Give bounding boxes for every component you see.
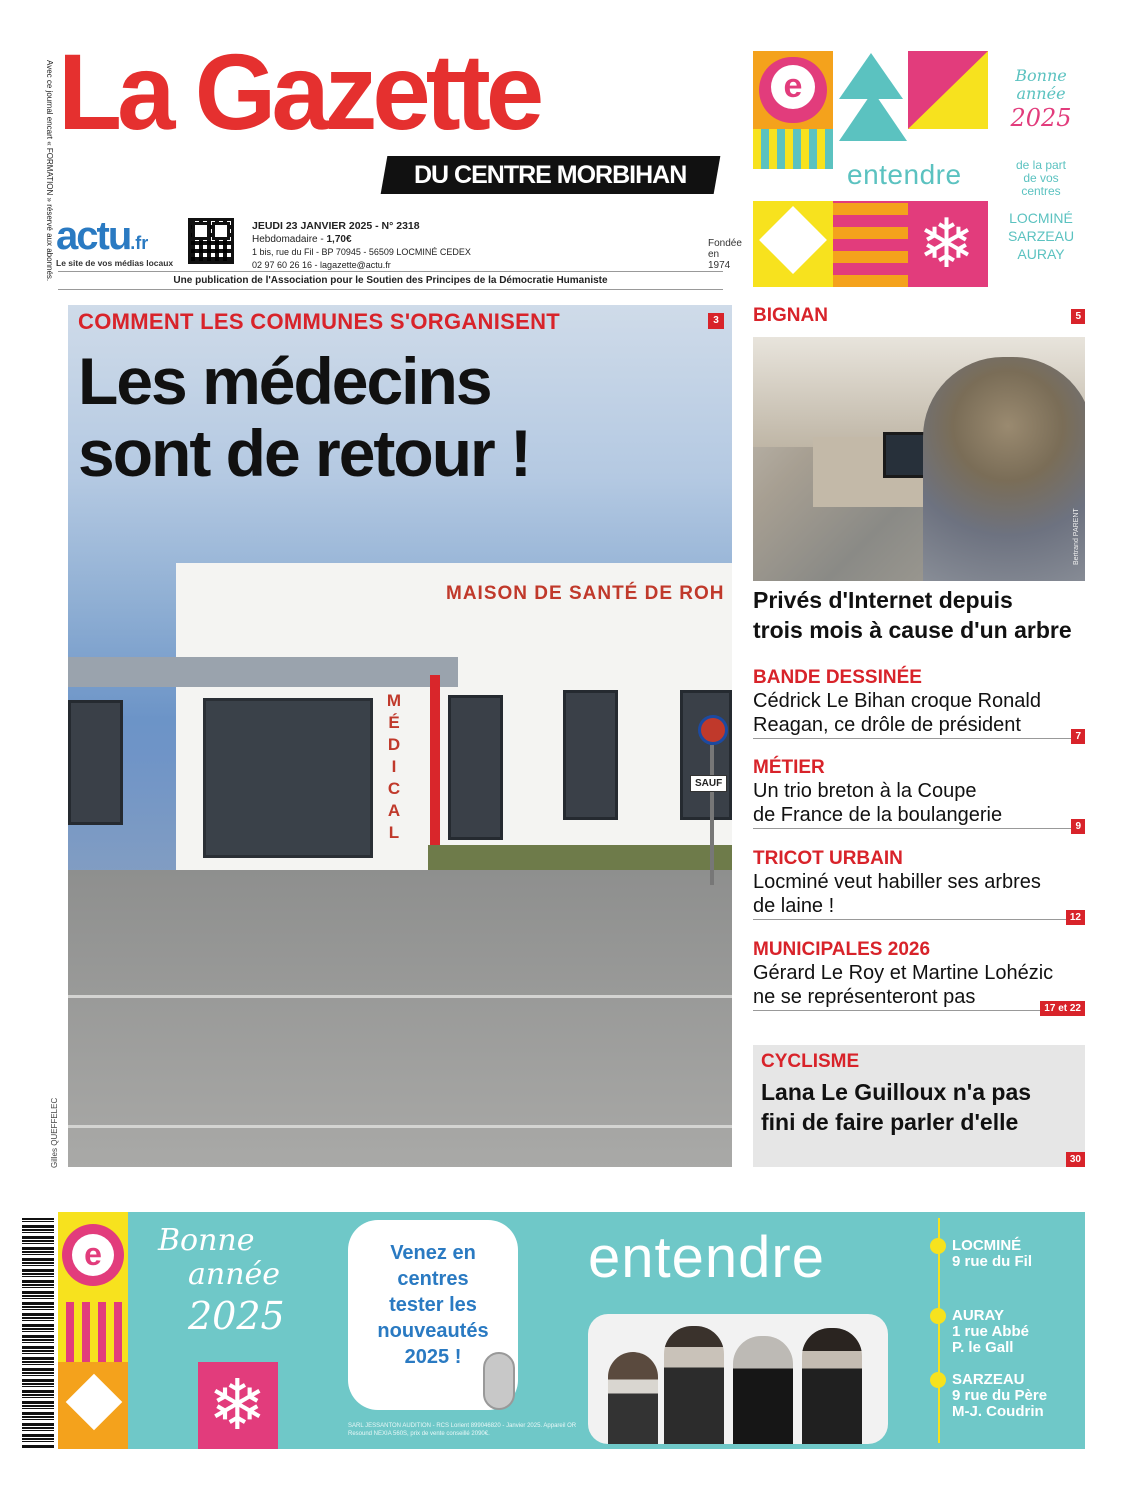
newspaper-title: La Gazette: [58, 31, 540, 152]
brand-logo-icon: e: [72, 1234, 114, 1276]
ad-from: de la part de vos centres: [1015, 158, 1067, 198]
bignan-photo: [753, 337, 1085, 581]
ad-greeting: Bonne année 2025: [1010, 66, 1072, 132]
issue-contact: 02 97 60 26 16 - lagazette@actu.fr: [252, 260, 391, 270]
location-item[interactable]: SARZEAU 9 rue du Père M-J. Coudrin: [930, 1372, 1080, 1420]
newspaper-subtitle: DU CENTRE MORBIHAN: [381, 156, 721, 194]
ad-bubble: Venez en centres tester les nouveautés 2025 !: [348, 1220, 518, 1410]
photo-building-sign: MAISON DE SANTÉ DE ROH: [446, 583, 725, 604]
side-note: Avec ce journal encart « FORMATION » réservé aux abonnés.: [45, 60, 54, 282]
ad-bottom-entendre[interactable]: [58, 1212, 1085, 1449]
bignan-page: 5: [1071, 309, 1085, 324]
bignan-label: BIGNAN: [753, 305, 828, 326]
ad-team-photo: [588, 1314, 888, 1444]
brief-item[interactable]: MÉTIER Un trio breton à la Coupe de France de la boulangerie 9: [753, 757, 1085, 829]
cyclisme-box[interactable]: [753, 1045, 1085, 1167]
bignan-header: [753, 305, 1085, 327]
brief-item[interactable]: BANDE DESSINÉE Cédrick Le Bihan croque Ronald Reagan, ce drôle de président 7: [753, 667, 1085, 739]
location-item[interactable]: AURAY 1 rue Abbé P. le Gall: [930, 1308, 1080, 1356]
issue-address: 1 bis, rue du Fil - BP 70945 - 56509 LOCMINÉ CEDEX: [252, 247, 471, 257]
pin-icon: [930, 1238, 946, 1254]
snowflake-icon: ❄: [918, 206, 975, 282]
ad-cities: LOCMINÉ SARZEAU AURAY: [1007, 210, 1075, 262]
cyclisme-page: 30: [1066, 1152, 1085, 1167]
brief-page: 12: [1066, 910, 1085, 925]
brief-page: 17 et 22: [1040, 1001, 1085, 1016]
photo-sauf-sign: SAUF: [690, 775, 727, 792]
hearing-aid-icon: [483, 1352, 515, 1410]
main-kicker: COMMENT LES COMMUNES S'ORGANISENT: [78, 309, 561, 334]
qr-code-icon[interactable]: [188, 218, 234, 264]
publication-line: Une publication de l'Association pour le Soutien des Principes de la Démocratie Humaniste: [58, 271, 723, 290]
bignan-title[interactable]: Privés d'Internet depuis trois mois à cause d'un arbre: [753, 587, 1072, 643]
cyclisme-label: CYCLISME: [761, 1051, 860, 1072]
ad-fine-print: SARL JESSANTON AUDITION - RCS Lorient 899046820 - Janvier 2025. Appareil OR Resound NEXIA 560S, prix de vente conseillé 2090€.: [348, 1423, 577, 1437]
brief-page: 9: [1071, 819, 1085, 834]
issue-info: [252, 220, 471, 272]
actu-tagline: Le site de vos médias locaux: [56, 258, 174, 268]
brand-logo-icon: e: [771, 65, 815, 109]
bignan-photo-credit: Bertrand PARENT: [1073, 508, 1080, 565]
main-page-number: 3: [708, 313, 724, 329]
actu-logo[interactable]: actu.fr Le site de vos médias locaux: [56, 214, 174, 268]
issue-price: Hebdomadaire - 1,70€: [252, 234, 352, 245]
founded-note: Fondée en 1974: [708, 238, 742, 271]
ad-top-entendre[interactable]: [753, 51, 1085, 287]
location-item[interactable]: LOCMINÉ 9 rue du Fil: [930, 1238, 1080, 1270]
main-photo-credit: Gilles QUEFFELEC: [50, 1097, 59, 1168]
issue-date: JEUDI 23 JANVIER 2025 - N° 2318: [252, 220, 420, 232]
pin-icon: [930, 1308, 946, 1324]
photo-medical-sign: M É D I C A L: [386, 691, 402, 842]
main-story[interactable]: [68, 305, 732, 1167]
barcode: [22, 1218, 54, 1448]
brief-item[interactable]: TRICOT URBAIN Locminé veut habiller ses arbres de laine ! 12: [753, 848, 1085, 920]
brief-item[interactable]: MUNICIPALES 2026 Gérard Le Roy et Martine Lohézic ne se représenteront pas 17 et 22: [753, 939, 1085, 1011]
ad-greeting: Bonne année 2025: [158, 1223, 285, 1338]
cyclisme-title: Lana Le Guilloux n'a pas fini de faire parler d'elle: [761, 1079, 1032, 1135]
snowflake-icon: ❄: [208, 1366, 267, 1444]
ad-brand: entendre: [847, 159, 962, 190]
pin-icon: [930, 1372, 946, 1388]
ad-brand: entendre: [588, 1225, 825, 1290]
main-headline: Les médecins sont de retour !: [78, 344, 531, 490]
brief-page: 7: [1071, 729, 1085, 744]
